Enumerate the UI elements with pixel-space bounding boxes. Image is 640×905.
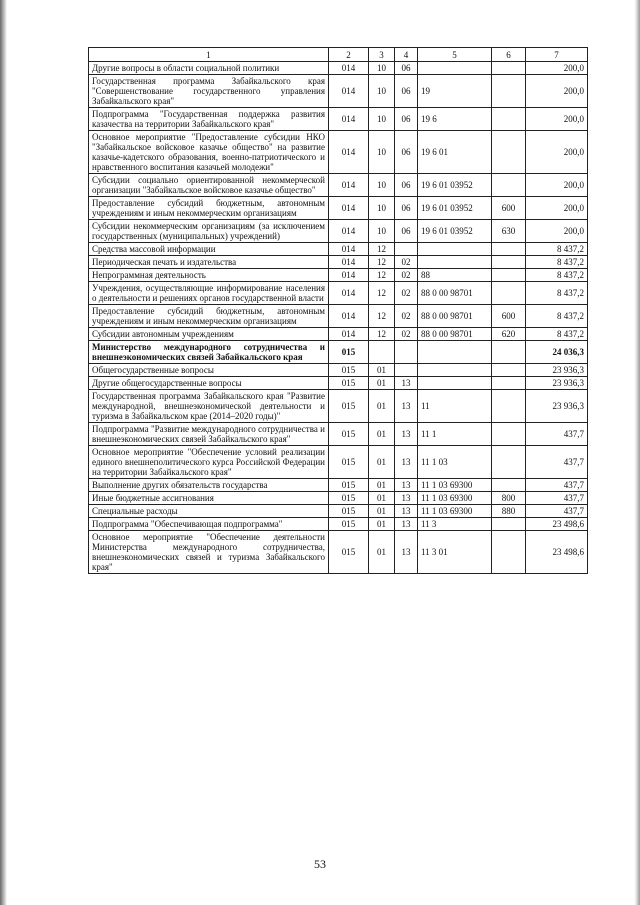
expense-type-cell [492, 518, 526, 531]
scan-right-edge [634, 0, 640, 905]
column-header: 7 [526, 48, 588, 62]
section-cell: 10 [369, 75, 395, 108]
section-cell: 01 [369, 377, 395, 390]
table-row [89, 269, 588, 282]
amount-cell: 200,0 [526, 131, 588, 174]
section-cell: 01 [369, 505, 395, 518]
code-cell: 014 [329, 131, 369, 174]
table-row [89, 492, 588, 505]
subsection-cell: 13 [395, 492, 418, 505]
row-name-cell: Непрограммная деятельность [89, 269, 329, 282]
page-number: 53 [314, 857, 326, 871]
amount-cell: 23 498,6 [526, 518, 588, 531]
row-name-cell: Другие общегосударственные вопросы [89, 377, 329, 390]
subsection-cell: 13 [395, 390, 418, 423]
code-cell: 015 [329, 364, 369, 377]
code-cell: 015 [329, 531, 369, 574]
code-cell: 015 [329, 505, 369, 518]
budget-table [88, 47, 588, 574]
section-cell [369, 341, 395, 364]
row-name-cell: Подпрограмма "Государственная поддержка развития казачества на территории Забайкальского края" [89, 108, 329, 131]
section-cell: 12 [369, 328, 395, 341]
expense-type-cell [492, 243, 526, 256]
section-cell: 12 [369, 305, 395, 328]
target-article-cell [418, 243, 492, 256]
section-cell: 10 [369, 220, 395, 243]
code-cell: 014 [329, 243, 369, 256]
row-name-cell: Основное мероприятие "Обеспечение условий реализации единого внешнеполитического курса Российской Федерации на территории Забайкальского края" [89, 446, 329, 479]
row-name-cell: Подпрограмма "Развитие международного сотрудничества и внешнеэкономических связей Забайкальского края" [89, 423, 329, 446]
expense-type-cell [492, 364, 526, 377]
amount-cell: 200,0 [526, 220, 588, 243]
target-article-cell: 11 [418, 390, 492, 423]
expense-type-cell [492, 446, 526, 479]
target-article-cell: 19 6 01 03952 [418, 174, 492, 197]
table-row [89, 243, 588, 256]
row-name-cell: Периодическая печать и издательства [89, 256, 329, 269]
amount-cell: 23 936,3 [526, 364, 588, 377]
section-cell: 01 [369, 423, 395, 446]
expense-type-cell: 800 [492, 492, 526, 505]
amount-cell: 437,7 [526, 505, 588, 518]
amount-cell: 200,0 [526, 108, 588, 131]
amount-cell: 437,7 [526, 479, 588, 492]
expense-type-cell [492, 108, 526, 131]
row-name-cell: Иные бюджетные ассигнования [89, 492, 329, 505]
code-cell: 014 [329, 108, 369, 131]
code-cell: 014 [329, 220, 369, 243]
amount-cell: 200,0 [526, 62, 588, 75]
amount-cell: 437,7 [526, 423, 588, 446]
row-name-cell: Общегосударственные вопросы [89, 364, 329, 377]
amount-cell: 8 437,2 [526, 328, 588, 341]
section-cell: 10 [369, 174, 395, 197]
table-row [89, 479, 588, 492]
amount-cell: 200,0 [526, 75, 588, 108]
subsection-cell: 06 [395, 220, 418, 243]
code-cell: 015 [329, 446, 369, 479]
target-article-cell: 88 [418, 269, 492, 282]
subsection-cell [395, 243, 418, 256]
target-article-cell [418, 341, 492, 364]
table-row [89, 377, 588, 390]
table-row [89, 62, 588, 75]
expense-type-cell [492, 62, 526, 75]
code-cell: 015 [329, 518, 369, 531]
code-cell: 014 [329, 174, 369, 197]
row-name-cell: Учреждения, осуществляющие информирование населения о деятельности и решениях органов государственной власти [89, 282, 329, 305]
amount-cell: 200,0 [526, 174, 588, 197]
row-name-cell: Субсидии социально ориентированной некоммерческой организации "Забайкальское войсковое казачье общество" [89, 174, 329, 197]
row-name-cell: Специальные расходы [89, 505, 329, 518]
amount-cell: 8 437,2 [526, 243, 588, 256]
subsection-cell: 02 [395, 282, 418, 305]
code-cell: 014 [329, 328, 369, 341]
section-cell: 10 [369, 197, 395, 220]
row-name-cell: Предоставление субсидий бюджетным, автономным учреждениям и иным некоммерческим организациям [89, 305, 329, 328]
subsection-cell: 06 [395, 131, 418, 174]
code-cell: 015 [329, 423, 369, 446]
code-cell: 014 [329, 62, 369, 75]
table-row [89, 256, 588, 269]
table-row [89, 505, 588, 518]
column-header: 2 [329, 48, 369, 62]
subsection-cell: 06 [395, 62, 418, 75]
target-article-cell: 88 0 00 98701 [418, 328, 492, 341]
section-cell: 10 [369, 108, 395, 131]
target-article-cell: 11 1 [418, 423, 492, 446]
expense-type-cell [492, 75, 526, 108]
subsection-cell: 06 [395, 174, 418, 197]
scan-left-edge [0, 0, 7, 905]
target-article-cell: 11 1 03 69300 [418, 479, 492, 492]
amount-cell: 8 437,2 [526, 269, 588, 282]
amount-cell: 437,7 [526, 492, 588, 505]
code-cell: 014 [329, 282, 369, 305]
subsection-cell: 13 [395, 531, 418, 574]
expense-type-cell: 600 [492, 305, 526, 328]
column-header: 1 [89, 48, 329, 62]
table-row [89, 108, 588, 131]
section-cell: 01 [369, 479, 395, 492]
target-article-cell [418, 364, 492, 377]
subsection-cell: 13 [395, 423, 418, 446]
column-header: 3 [369, 48, 395, 62]
expense-type-cell [492, 423, 526, 446]
row-name-cell: Основное мероприятие "Предоставление субсидии НКО "Забайкальское войсковое казачье общество" на развитие казачье-кадетского образования, военно-патриотического и нравственного воспитания казачьей молодежи" [89, 131, 329, 174]
subsection-cell: 06 [395, 197, 418, 220]
header-row [89, 48, 588, 62]
amount-cell: 8 437,2 [526, 305, 588, 328]
amount-cell: 23 498,6 [526, 531, 588, 574]
section-cell: 01 [369, 364, 395, 377]
amount-cell: 24 036,3 [526, 341, 588, 364]
expense-type-cell: 630 [492, 220, 526, 243]
table-row [89, 531, 588, 574]
target-article-cell: 11 1 03 69300 [418, 505, 492, 518]
column-header: 4 [395, 48, 418, 62]
section-cell: 01 [369, 531, 395, 574]
target-article-cell: 19 6 01 03952 [418, 220, 492, 243]
subsection-cell: 06 [395, 108, 418, 131]
row-name-cell: Выполнение других обязательств государства [89, 479, 329, 492]
subsection-cell: 02 [395, 256, 418, 269]
table-row [89, 423, 588, 446]
table-row [89, 364, 588, 377]
expense-type-cell [492, 131, 526, 174]
expense-type-cell [492, 282, 526, 305]
target-article-cell: 11 1 03 69300 [418, 492, 492, 505]
section-cell: 01 [369, 492, 395, 505]
table-row [89, 305, 588, 328]
subsection-cell: 02 [395, 328, 418, 341]
table-row [89, 518, 588, 531]
row-name-cell: Подпрограмма "Обеспечивающая подпрограмма" [89, 518, 329, 531]
row-name-cell: Министерство международного сотрудничества и внешнеэкономических связей Забайкальского края [89, 341, 329, 364]
target-article-cell [418, 62, 492, 75]
subsection-cell: 06 [395, 75, 418, 108]
table-row [89, 75, 588, 108]
row-name-cell: Основное мероприятие "Обеспечение деятельности Министерства международного сотрудничества, внешнеэкономических связей и туризма Забайкальского края" [89, 531, 329, 574]
table-row [89, 282, 588, 305]
section-cell: 12 [369, 243, 395, 256]
subsection-cell: 13 [395, 377, 418, 390]
expense-type-cell [492, 531, 526, 574]
amount-cell: 200,0 [526, 197, 588, 220]
row-name-cell: Субсидии автономным учреждениям [89, 328, 329, 341]
row-name-cell: Государственная программа Забайкальского края "Совершенствование государственного управления Забайкальского края" [89, 75, 329, 108]
column-header: 6 [492, 48, 526, 62]
expense-type-cell [492, 390, 526, 423]
amount-cell: 8 437,2 [526, 256, 588, 269]
table-row [89, 174, 588, 197]
target-article-cell: 19 6 01 [418, 131, 492, 174]
target-article-cell: 11 3 [418, 518, 492, 531]
expense-type-cell: 600 [492, 197, 526, 220]
subsection-cell [395, 341, 418, 364]
code-cell: 015 [329, 377, 369, 390]
target-article-cell: 19 6 [418, 108, 492, 131]
row-name-cell: Другие вопросы в области социальной политики [89, 62, 329, 75]
code-cell: 014 [329, 269, 369, 282]
subsection-cell: 13 [395, 479, 418, 492]
table-row [89, 446, 588, 479]
code-cell: 015 [329, 390, 369, 423]
subsection-cell: 13 [395, 518, 418, 531]
target-article-cell: 19 [418, 75, 492, 108]
table-row [89, 220, 588, 243]
section-cell: 12 [369, 269, 395, 282]
code-cell: 014 [329, 256, 369, 269]
code-cell: 014 [329, 75, 369, 108]
code-cell: 015 [329, 492, 369, 505]
code-cell: 015 [329, 341, 369, 364]
subsection-cell [395, 364, 418, 377]
row-name-cell: Предоставление субсидий бюджетным, автономным учреждениям и иным некоммерческим организациям [89, 197, 329, 220]
code-cell: 015 [329, 479, 369, 492]
target-article-cell [418, 256, 492, 269]
code-cell: 014 [329, 197, 369, 220]
section-cell: 10 [369, 131, 395, 174]
expense-type-cell [492, 256, 526, 269]
subsection-cell: 02 [395, 269, 418, 282]
column-header: 5 [418, 48, 492, 62]
subsection-cell: 13 [395, 446, 418, 479]
section-cell: 10 [369, 62, 395, 75]
target-article-cell [418, 377, 492, 390]
subsection-cell: 02 [395, 305, 418, 328]
section-cell: 12 [369, 256, 395, 269]
expense-type-cell: 880 [492, 505, 526, 518]
row-name-cell: Государственная программа Забайкальского края "Развитие международной, внешнеэкономической деятельности и туризма в Забайкальском крае (2014–2020 годы)" [89, 390, 329, 423]
section-cell: 12 [369, 282, 395, 305]
target-article-cell: 11 1 03 [418, 446, 492, 479]
section-cell: 01 [369, 390, 395, 423]
target-article-cell: 19 6 01 03952 [418, 197, 492, 220]
section-cell: 01 [369, 446, 395, 479]
table-row [89, 341, 588, 364]
amount-cell: 23 936,3 [526, 390, 588, 423]
expense-type-cell: 620 [492, 328, 526, 341]
table-row [89, 197, 588, 220]
expense-type-cell [492, 174, 526, 197]
expense-type-cell [492, 341, 526, 364]
expense-type-cell [492, 479, 526, 492]
target-article-cell: 11 3 01 [418, 531, 492, 574]
amount-cell: 437,7 [526, 446, 588, 479]
amount-cell: 23 936,3 [526, 377, 588, 390]
row-name-cell: Субсидии некоммерческим организациям (за исключением государственных (муниципальных) учреждений) [89, 220, 329, 243]
expense-type-cell [492, 269, 526, 282]
expense-type-cell [492, 377, 526, 390]
subsection-cell: 13 [395, 505, 418, 518]
section-cell: 01 [369, 518, 395, 531]
target-article-cell: 88 0 00 98701 [418, 282, 492, 305]
table-row [89, 390, 588, 423]
target-article-cell: 88 0 00 98701 [418, 305, 492, 328]
table-row [89, 131, 588, 174]
amount-cell: 8 437,2 [526, 282, 588, 305]
table-row [89, 328, 588, 341]
code-cell: 014 [329, 305, 369, 328]
row-name-cell: Средства массовой информации [89, 243, 329, 256]
